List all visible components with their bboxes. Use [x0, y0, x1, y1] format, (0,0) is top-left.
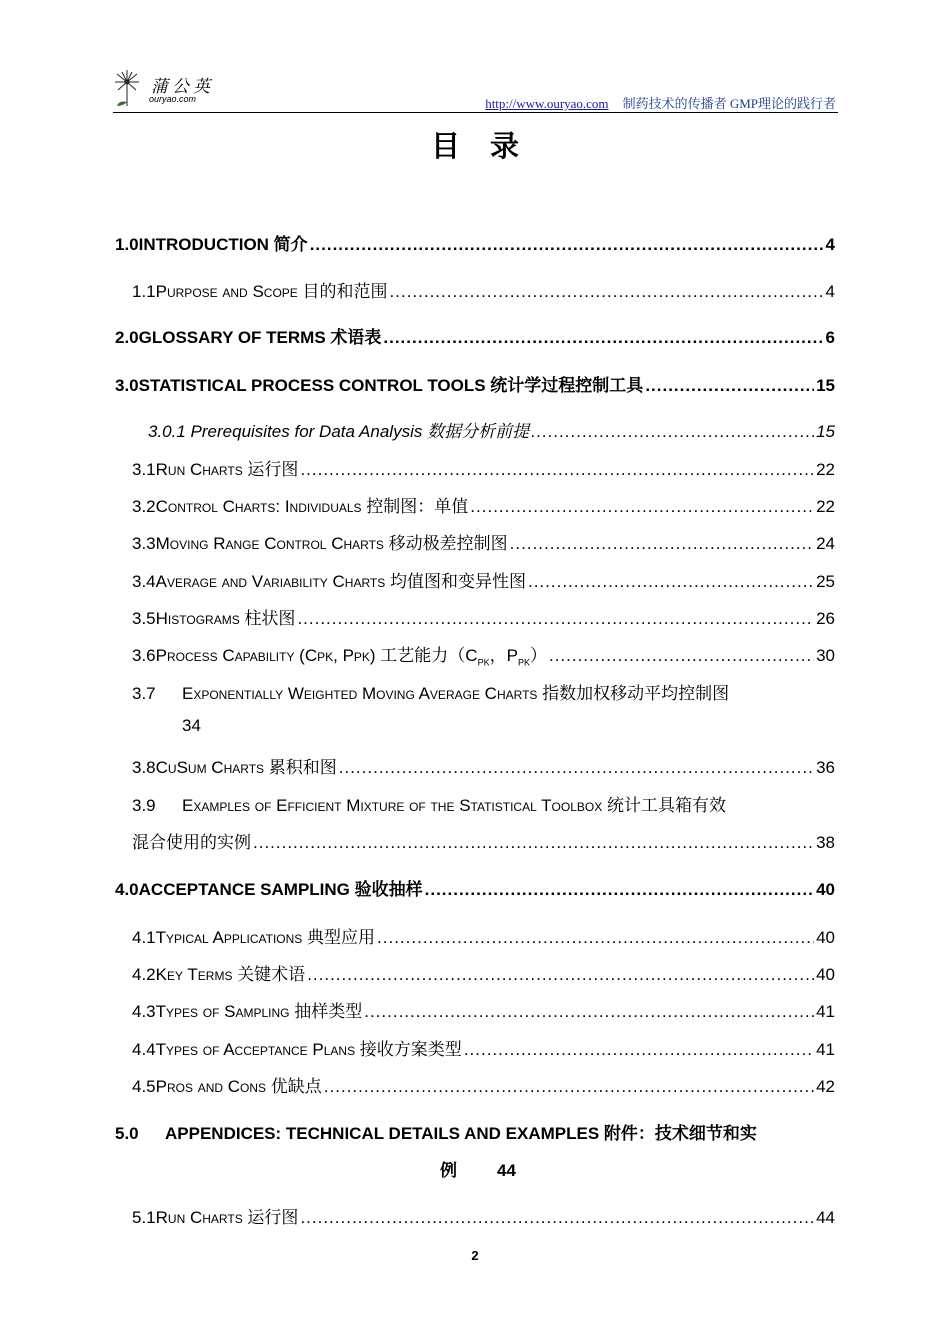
toc-number: 3.5: [132, 609, 156, 628]
toc-leader: [307, 965, 814, 985]
toc-number: 3.0.1: [148, 422, 186, 441]
toc-page: 15: [816, 422, 835, 441]
toc-leader: [425, 880, 814, 900]
toc-leader: [297, 609, 814, 629]
header-right: [485, 93, 836, 112]
toc-number: 2.0: [115, 328, 139, 347]
toc-title-continued: 例: [440, 1161, 457, 1180]
header-tagline: 制药技术的传播者 GMP理论的践行者: [622, 96, 836, 111]
site-link[interactable]: http://www.ouryao.com: [485, 96, 609, 111]
toc-entry[interactable]: [132, 455, 835, 480]
toc-number: 3.7: [132, 684, 156, 703]
toc-title: Typical Applications 典型应用: [155, 928, 376, 947]
toc-title: Types of Acceptance Plans 接收方案类型: [155, 1040, 462, 1059]
toc-page: 4: [825, 282, 835, 301]
toc-entry[interactable]: [132, 791, 726, 816]
toc-number: 1.1: [132, 282, 156, 301]
toc-title: STATISTICAL PROCESS CONTROL TOOLS 统计学过程控制工具: [138, 376, 644, 395]
toc-page: 22: [816, 497, 835, 516]
toc-title: CuSum Charts 累积和图: [155, 758, 337, 777]
toc-page: 40: [816, 928, 835, 947]
toc-title: GLOSSARY OF TERMS 术语表: [138, 328, 382, 347]
toc-leader: [364, 1002, 814, 1022]
toc-title: Moving Range Control Charts 移动极差控制图: [155, 534, 508, 553]
toc-title: Pros and Cons 优缺点: [155, 1077, 322, 1096]
toc-title: INTRODUCTION 简介: [138, 235, 308, 254]
toc-title: Average and Variability Charts 均值图和变异性图: [155, 572, 526, 591]
toc-page: 36: [816, 758, 835, 777]
toc-number: 3.8: [132, 758, 156, 777]
toc-number: 3.3: [132, 534, 156, 553]
toc-number: 5.0: [115, 1124, 139, 1143]
toc-title-continued: 混合使用的实例: [132, 833, 251, 852]
toc-page: 26: [816, 609, 835, 628]
toc-title: Run Charts 运行图: [155, 1208, 299, 1227]
toc-page: 34: [182, 716, 201, 735]
toc-title: Histograms 柱状图: [155, 609, 296, 628]
toc-entry[interactable]: [132, 604, 835, 629]
toc-entry[interactable]: [132, 567, 835, 592]
toc-entry[interactable]: [132, 641, 835, 667]
toc-page: 4: [825, 235, 835, 254]
toc-page: 38: [816, 833, 835, 852]
toc-entry[interactable]: [132, 529, 835, 554]
toc-page: 41: [816, 1040, 835, 1059]
toc-number: 4.0: [115, 880, 139, 899]
toc-leader: [377, 928, 814, 948]
toc-page: 44: [816, 1208, 835, 1227]
toc-title: Purpose and Scope 目的和范围: [155, 282, 388, 301]
toc-number: 3.2: [132, 497, 156, 516]
toc-title: Run Charts 运行图: [155, 460, 299, 479]
toc-title: Control Charts: Individuals 控制图：单值: [155, 497, 469, 516]
toc-title: Exponentially Weighted Moving Average Charts 指数加权移动平均控制图: [182, 684, 730, 703]
toc-leader: [339, 758, 814, 778]
toc-entry[interactable]: [115, 371, 835, 396]
toc-number: 4.5: [132, 1077, 156, 1096]
toc-page: 41: [816, 1002, 835, 1021]
toc-page: 30: [816, 646, 835, 665]
toc-number: 4.3: [132, 1002, 156, 1021]
page-number: 2: [471, 1248, 479, 1263]
toc-leader: [310, 235, 824, 255]
toc-leader: [464, 1040, 814, 1060]
toc-title: APPENDICES: TECHNICAL DETAILS AND EXAMPLES 附件：技术细节和实: [165, 1124, 757, 1143]
toc-number: 3.4: [132, 572, 156, 591]
toc-entry[interactable]: [115, 323, 835, 348]
logo-text: 蒲公英: [151, 77, 214, 97]
toc-entry-continued[interactable]: [132, 828, 835, 853]
toc-page: 42: [816, 1077, 835, 1096]
toc-title: ACCEPTANCE SAMPLING 验收抽样: [138, 880, 423, 899]
toc-title: Prerequisites for Data Analysis 数据分析前提: [190, 422, 530, 441]
toc-entry[interactable]: [132, 923, 835, 948]
toc-page: 40: [816, 880, 835, 899]
toc-page: 6: [825, 328, 835, 347]
toc-page: 22: [816, 460, 835, 479]
toc-title: Process Capability (Cpk, Ppk) 工艺能力（$C_{PK}$，$P_{PK}$）: [155, 646, 547, 668]
toc-number: 3.6: [132, 646, 156, 665]
page-header: [113, 66, 838, 113]
toc-number: 4.4: [132, 1040, 156, 1059]
toc-leader: [470, 497, 814, 517]
toc-entry[interactable]: [132, 753, 835, 778]
toc-leader: [510, 534, 814, 554]
toc-entry[interactable]: [115, 1119, 757, 1144]
toc-leader: [549, 646, 814, 666]
toc-page: 44: [497, 1161, 516, 1180]
toc-entry[interactable]: [148, 417, 835, 442]
toc-leader: [300, 460, 814, 480]
toc-entry[interactable]: [115, 230, 835, 255]
toc-entry-continued[interactable]: [440, 1156, 516, 1181]
toc-number: 3.9: [132, 796, 156, 815]
toc-entry[interactable]: [132, 960, 835, 985]
page-title: 目录: [430, 129, 549, 163]
toc-title: Types of Sampling 抽样类型: [155, 1002, 363, 1021]
toc-number: 3.1: [132, 460, 156, 479]
toc-title: Examples of Efficient Mixture of the Statistical Toolbox 统计工具箱有效: [182, 796, 726, 815]
toc-leader: [324, 1077, 814, 1097]
toc-leader: [300, 1208, 814, 1228]
toc-entry[interactable]: [132, 997, 835, 1022]
toc-page: 25: [816, 572, 835, 591]
toc-entry[interactable]: [132, 1072, 835, 1097]
toc-entry[interactable]: [132, 1203, 835, 1228]
toc-leader: [531, 422, 814, 442]
toc-leader: [645, 376, 814, 396]
toc-number: 3.0: [115, 376, 139, 395]
toc-page: 15: [816, 376, 835, 395]
toc-entry[interactable]: [132, 492, 835, 517]
toc-leader: [390, 282, 824, 302]
logo-subtext: ouryao.com: [149, 94, 197, 104]
toc-number: 4.1: [132, 928, 156, 947]
toc-page: 24: [816, 534, 835, 553]
toc-entry[interactable]: [132, 1035, 835, 1060]
toc-leader: [383, 328, 823, 348]
toc-leader: [528, 572, 814, 592]
toc-title: Key Terms 关键术语: [155, 965, 306, 984]
toc-number: 4.2: [132, 965, 156, 984]
toc-entry[interactable]: [115, 875, 835, 900]
toc-entry[interactable]: [132, 277, 835, 302]
toc-number: 5.1: [132, 1208, 156, 1227]
toc-entry[interactable]: [132, 679, 729, 704]
toc-number: 1.0: [115, 235, 139, 254]
toc-page: 40: [816, 965, 835, 984]
toc-leader: [253, 833, 814, 853]
